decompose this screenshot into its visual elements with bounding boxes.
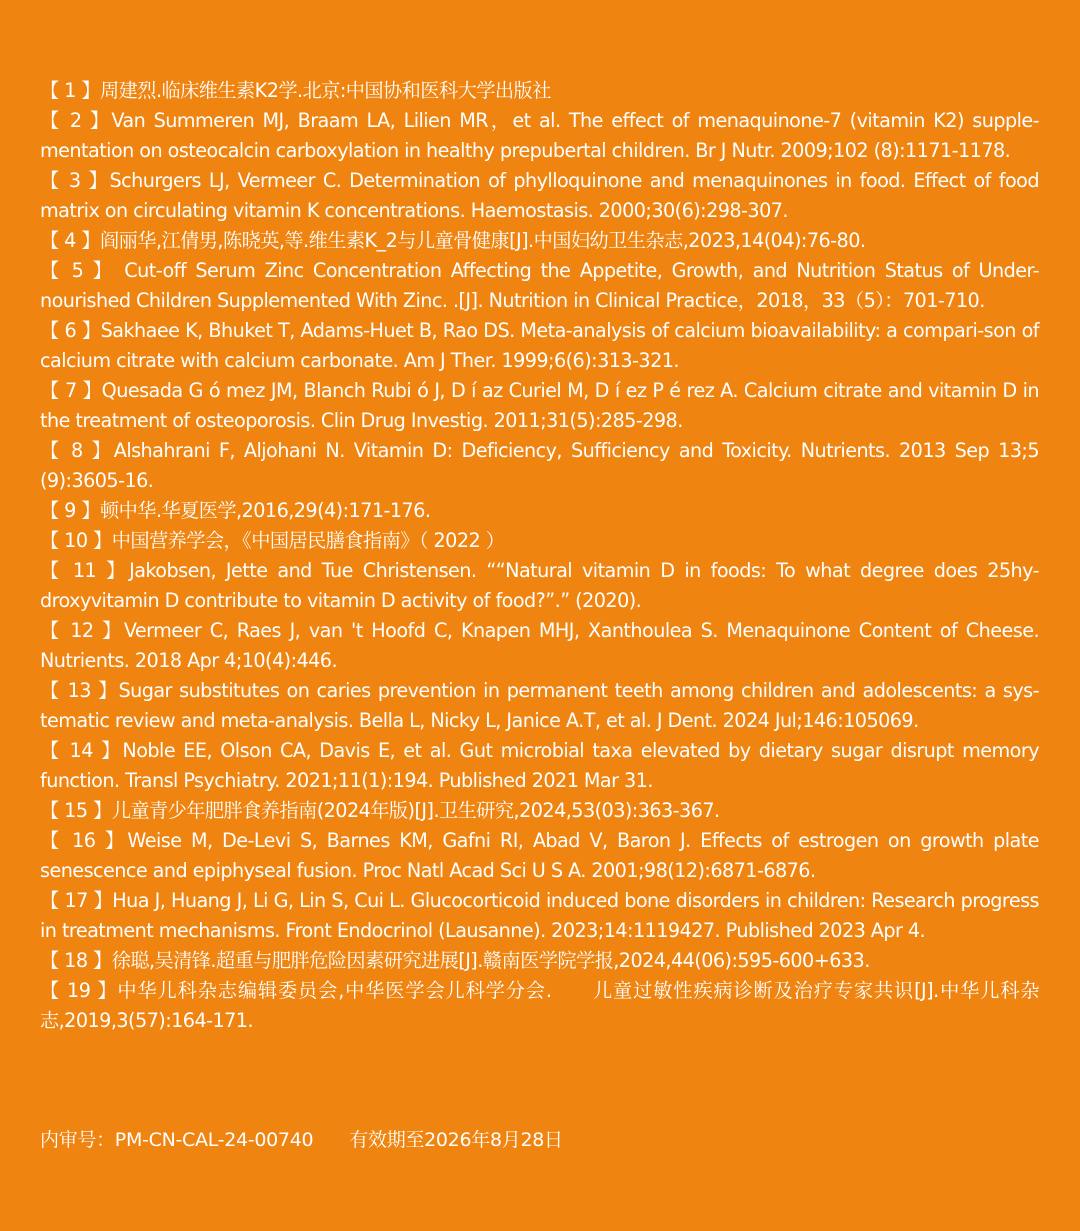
reference-item-14: 【 14 】Noble EE, Olson CA, Davis E, et al. Gut microbial taxa elevated by dietary sugar disrupt memory function. Transl Psychiatry. 2021;11(1):194. Published 2021 Mar 31. <box>40 739 1039 792</box>
reference-item-13: 【 13 】Sugar substitutes on caries prevention in permanent teeth among children and adolescents: a sys-tematic review and meta-analysis. Bella L, Nicky L, Janice A.T, et al. J Dent. 2024 Jul;146:105069. <box>40 679 1039 732</box>
reference-item-15: 【 15 】儿童青少年肥胖食养指南(2024年版)[J].卫生研究,2024,53(03):363-367. <box>40 799 720 822</box>
reference-item-7: 【 7 】Quesada G ó mez JM, Blanch Rubi ó J, D í az Curiel M, D í ez P é rez A. Calcium citrate and vitamin D in the treatment of osteoporosis. Clin Drug Investig. 2011;31(5):285-298. <box>40 379 1039 432</box>
reference-item-9: 【 9 】顿中华.华夏医学,2016,29(4):171-176. <box>40 499 431 522</box>
footer <box>40 1125 563 1155</box>
reference-item-8: 【 8 】Alshahrani F, Aljohani N. Vitamin D: Deficiency, Sufficiency and Toxicity. Nutrients. 2013 Sep 13;5 (9):3605-16. <box>40 439 1039 492</box>
reference-item-12: 【 12 】Vermeer C, Raes J, van 't Hoofd C, Knapen MHJ, Xanthoulea S. Menaquinone Content of Cheese. Nutrients. 2018 Apr 4;10(4):446. <box>40 619 1039 672</box>
reference-item-11: 【 11 】Jakobsen, Jette and Tue Christensen. ““Natural vitamin D in foods: To what degree does 25hy-droxyvitamin D contribute to vitamin D activity of food?”.” (2020). <box>40 559 1039 612</box>
reference-item-2: 【 2 】Van Summeren MJ, Braam LA, Lilien MR，et al. The effect of menaquinone-7 (vitamin K2) supple-mentation on osteocalcin carboxylation in healthy prepubertal children. Br J Nutr. 2009;102 (8):1171-1178. <box>40 109 1039 162</box>
validity-date: 有效期至2026年8月28日 <box>349 1129 563 1151</box>
review-number: 内审号：PM-CN-CAL-24-00740 <box>40 1129 314 1151</box>
reference-item-5: 【 5 】 Cut-off Serum Zinc Concentration Affecting the Appetite, Growth, and Nutrition Status of Under-nourished Children Supplemented With Zinc. .[J]. Nutrition in Clinical Practice，2018，33（5）：701-710. <box>40 259 1039 312</box>
reference-list <box>40 76 1039 1036</box>
reference-item-18: 【 18 】徐聪,吴清锋.超重与肥胖危险因素研究进展[J].赣南医学院学报,2024,44(06):595-600+633. <box>40 949 870 972</box>
reference-item-19: 【 19 】中华儿科杂志编辑委员会,中华医学会儿科学分会. 儿童过敏性疾病诊断及治疗专家共识[J].中华儿科杂志,2019,3(57):164-171. <box>40 979 1039 1032</box>
reference-item-16: 【 16 】Weise M, De-Levi S, Barnes KM, Gafni RI, Abad V, Baron J. Effects of estrogen on growth plate senescence and epiphyseal fusion. Proc Natl Acad Sci U S A. 2001;98(12):6871-6876. <box>40 829 1039 882</box>
reference-item-17: 【 17 】Hua J, Huang J, Li G, Lin S, Cui L. Glucocorticoid induced bone disorders in children: Research progress in treatment mechanisms. Front Endocrinol (Lausanne). 2023;14:1119427. Published 2023 Apr 4. <box>40 889 1039 942</box>
reference-item-10: 【 10 】中国营养学会，《中国居民膳食指南》（ 2022 ） <box>40 529 505 552</box>
reference-item-6: 【 6 】Sakhaee K, Bhuket T, Adams-Huet B, Rao DS. Meta-analysis of calcium bioavailability: a compari-son of calcium citrate with calcium carbonate. Am J Ther. 1999;6(6):313-321. <box>40 319 1039 372</box>
reference-item-3: 【 3 】Schurgers LJ, Vermeer C. Determination of phylloquinone and menaquinones in food. Effect of food matrix on circulating vitamin K concentrations. Haemostasis. 2000;30(6):298-307. <box>40 169 1039 222</box>
reference-item-4: 【 4 】阎丽华,江倩男,陈晓英,等.维生素K_2与儿童骨健康[J].中国妇幼卫生杂志,2023,14(04):76-80. <box>40 229 866 252</box>
reference-item-1: 【 1 】周建烈.临床维生素K2学.北京:中国协和医科大学出版社 <box>40 79 551 102</box>
